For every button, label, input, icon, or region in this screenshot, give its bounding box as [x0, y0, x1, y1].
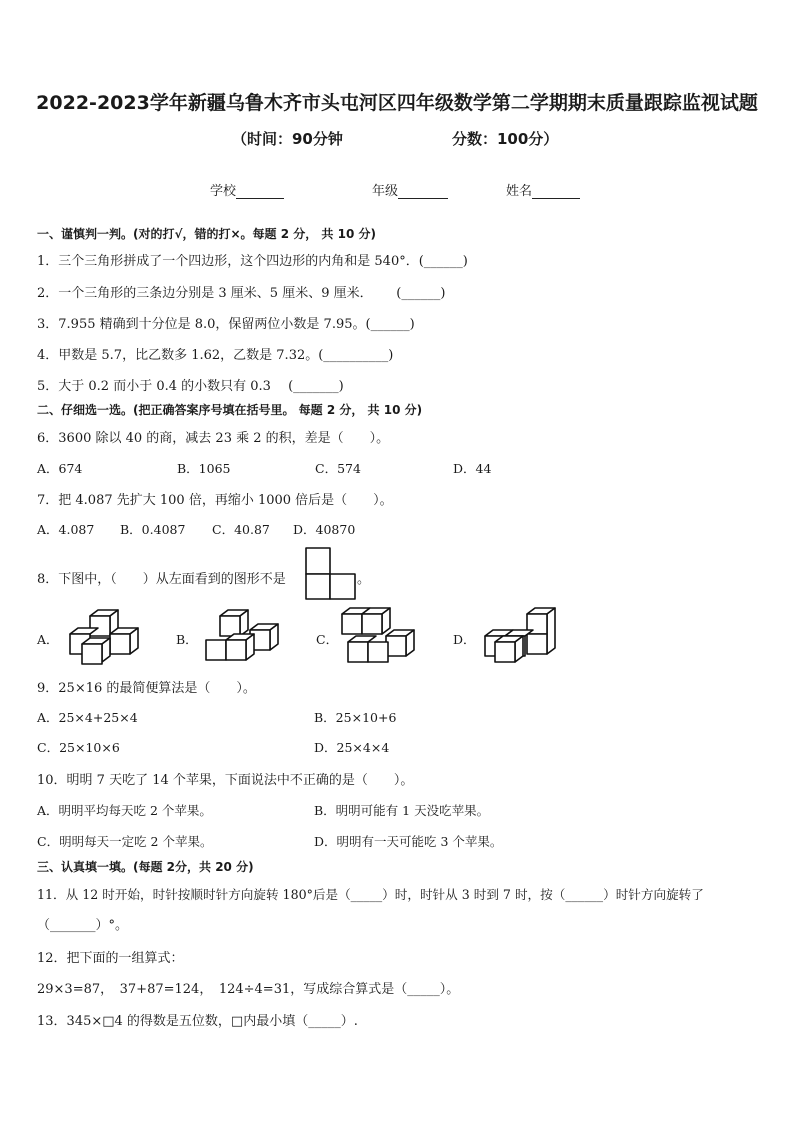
q7-option-c: C．40.87	[212, 522, 270, 537]
q6-option-d: D．44	[453, 461, 492, 476]
q9-option-b: B．25×10+6	[314, 710, 397, 725]
q8-option-c-cubes	[340, 606, 416, 664]
q9-option-c: C．25×10×6	[37, 740, 120, 755]
name-label: 姓名	[506, 184, 533, 199]
q8-option-b: B．	[176, 632, 198, 647]
exam-time: （时间：90分钟	[232, 130, 343, 148]
q9-option-a: A．25×4+25×4	[37, 710, 138, 725]
q8-option-b-cubes	[202, 608, 280, 664]
question-3: 3．7.955 精确到十分位是 8.0，保留两位小数是 7.95。(______)	[37, 317, 415, 332]
name-blank[interactable]	[532, 184, 580, 199]
grade-field[interactable]	[372, 180, 448, 199]
q8-option-c: C．	[316, 632, 339, 647]
question-13: 13．345×□4 的得数是五位数，□内最小填（_____）.	[37, 1014, 358, 1029]
q6-option-a: A．674	[37, 461, 83, 476]
page-title: 2022-2023学年新疆乌鲁木齐市头屯河区四年级数学第二学期期末质量跟踪监视试题	[36, 92, 758, 114]
question-1: 1．三个三角形拼成了一个四边形，这个四边形的内角和是 540°．(______)	[37, 254, 468, 269]
grade-label: 年级	[372, 184, 399, 199]
question-11-cont: （_______）°。	[37, 918, 129, 933]
q6-option-b: B．1065	[177, 461, 231, 476]
question-8: 8．下图中，（ ）从左面看到的图形不是	[37, 572, 286, 587]
question-11: 11．从 12 时开始，时针按顺时针方向旋转 180°后是（_____）时，时针从 3 时到 7 时，按（______）时针方向旋转了	[37, 887, 704, 902]
grade-blank[interactable]	[398, 184, 448, 199]
q10-option-c: C．明明每天一定吃 2 个苹果。	[37, 834, 213, 849]
question-12: 12．把下面的一组算式：	[37, 951, 184, 966]
q9-option-d: D．25×4×4	[314, 740, 390, 755]
q8-option-d: D．	[453, 632, 476, 647]
question-8-end: 。	[357, 572, 371, 587]
section-1-heading: 一、谨慎判一判。(对的打√，错的打×。每题 2 分， 共 10 分)	[37, 227, 376, 241]
q7-option-a: A．4.087	[37, 522, 95, 537]
question-9: 9．25×16 的最简便算法是（ ）。	[37, 681, 256, 696]
q7-option-d: D．40870	[293, 522, 356, 537]
question-4: 4．甲数是 5.7，比乙数多 1.62，乙数是 7.32。(__________)	[37, 348, 394, 363]
q8-side-view-figure	[305, 547, 357, 601]
q10-option-d: D．明明有一天可能吃 3 个苹果。	[314, 834, 503, 849]
name-field[interactable]	[506, 180, 580, 199]
q7-option-b: B．0.4087	[120, 522, 186, 537]
question-5: 5．大于 0.2 而小于 0.4 的小数只有 0.3 (_______)	[37, 379, 344, 394]
section-2-heading: 二、仔细选一选。(把正确答案序号填在括号里。 每题 2 分， 共 10 分)	[37, 403, 423, 417]
school-blank[interactable]	[236, 184, 284, 199]
question-2: 2．一个三角形的三条边分别是 3 厘米、5 厘米、9 厘米． (______)	[37, 286, 446, 301]
question-12-cont: 29×3=87， 37+87=124， 124÷4=31，写成综合算式是（_____）。	[37, 982, 460, 997]
question-6: 6．3600 除以 40 的商，减去 23 乘 2 的积，差是（ ）。	[37, 431, 390, 446]
q6-option-c: C．574	[315, 461, 361, 476]
q10-option-a: A．明明平均每天吃 2 个苹果。	[37, 803, 212, 818]
section-3-heading: 三、认真填一填。(每题 2分，共 20 分)	[37, 860, 254, 874]
school-label: 学校	[210, 184, 237, 199]
q8-option-d-cubes	[481, 606, 559, 664]
q10-option-b: B．明明可能有 1 天没吃苹果。	[314, 803, 490, 818]
question-10: 10．明明 7 天吃了 14 个苹果，下面说法中不正确的是（ ）。	[37, 773, 414, 788]
exam-score: 分数：100分）	[452, 130, 559, 148]
q8-option-a: A．	[37, 632, 59, 647]
question-7: 7．把 4.087 先扩大 100 倍，再缩小 1000 倍后是（ ）。	[37, 493, 393, 508]
q8-option-a-cubes	[66, 608, 142, 666]
school-field[interactable]	[210, 180, 284, 199]
